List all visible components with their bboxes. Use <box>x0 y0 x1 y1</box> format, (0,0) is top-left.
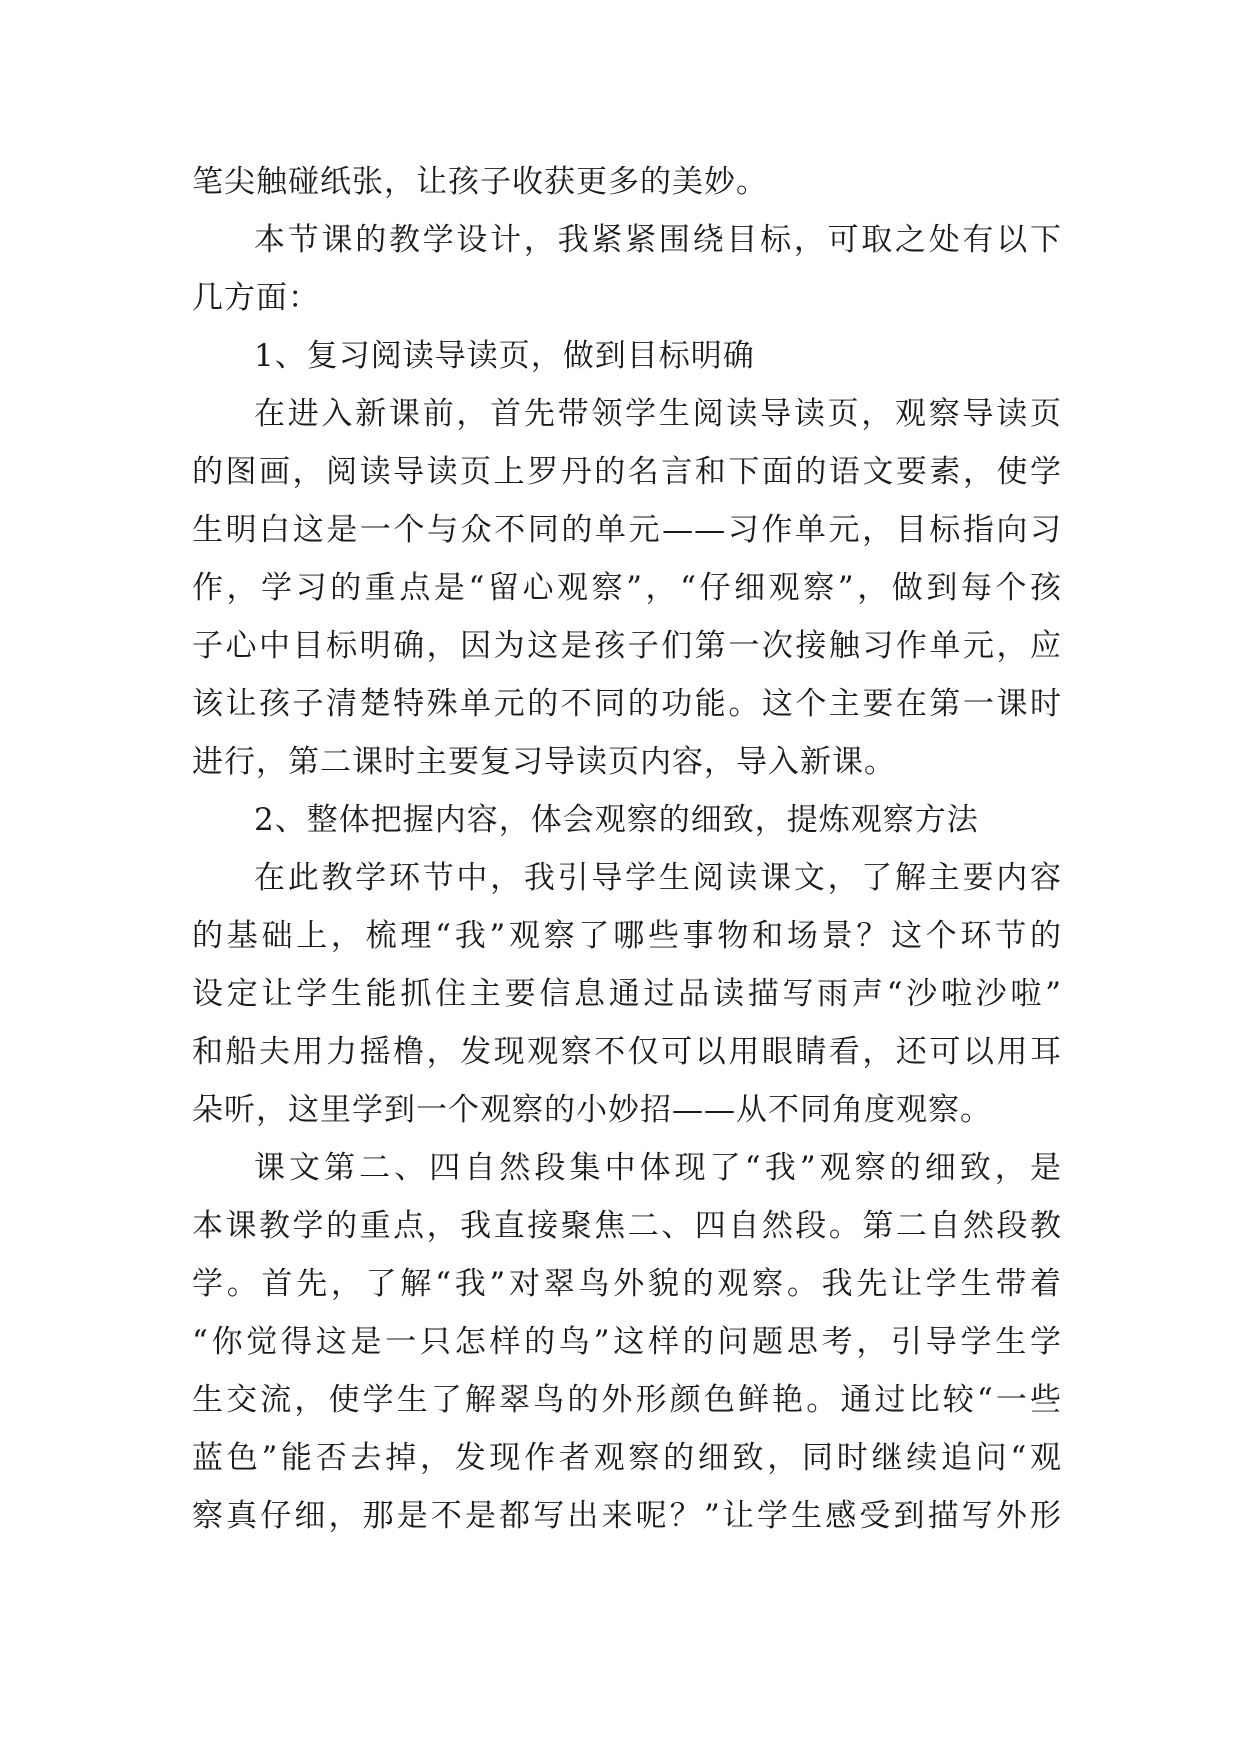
text-line: 设定让学生能抓住主要信息通过品读描写雨声“沙啦沙啦” <box>192 976 1062 1012</box>
text-line: 作，学习的重点是“留心观察”，“仔细观察”，做到每个孩 <box>192 570 1062 606</box>
text-line: 的基础上，梳理“我”观察了哪些事物和场景？这个环节的 <box>192 918 1062 954</box>
text-line: 1、复习阅读导读页，做到目标明确 <box>254 338 755 374</box>
text-line: 笔尖触碰纸张，让孩子收获更多的美妙。 <box>192 164 768 200</box>
text-line: 生交流，使学生了解翠鸟的外形颜色鲜艳。通过比较“一些 <box>192 1382 1062 1418</box>
text-line: 几方面： <box>192 280 320 316</box>
text-line: 和船夫用力摇橹，发现观察不仅可以用眼睛看，还可以用耳 <box>192 1034 1062 1070</box>
text-line: 学。首先，了解“我”对翠鸟外貌的观察。我先让学生带着 <box>192 1266 1062 1302</box>
text-line: 朵听，这里学到一个观察的小妙招——从不同角度观察。 <box>192 1092 992 1128</box>
text-line: “你觉得这是一只怎样的鸟”这样的问题思考，引导学生学 <box>192 1324 1062 1360</box>
text-line: 在进入新课前，首先带领学生阅读导读页，观察导读页 <box>254 396 1062 432</box>
text-line: 在此教学环节中，我引导学生阅读课文，了解主要内容 <box>254 860 1062 896</box>
text-line: 生明白这是一个与众不同的单元——习作单元，目标指向习 <box>192 512 1062 548</box>
text-line: 进行，第二课时主要复习导读页内容，导入新课。 <box>192 744 896 780</box>
text-line: 2、整体把握内容，体会观察的细致，提炼观察方法 <box>254 802 979 838</box>
text-line: 蓝色”能否去掉，发现作者观察的细致，同时继续追问“观 <box>192 1440 1062 1476</box>
text-line: 本节课的教学设计，我紧紧围绕目标，可取之处有以下 <box>254 222 1062 258</box>
text-line: 该让孩子清楚特殊单元的不同的功能。这个主要在第一课时 <box>192 686 1062 722</box>
text-line: 察真仔细，那是不是都写出来呢？”让学生感受到描写外形 <box>192 1498 1062 1534</box>
text-line: 的图画，阅读导读页上罗丹的名言和下面的语文要素，使学 <box>192 454 1062 490</box>
text-line: 子心中目标明确，因为这是孩子们第一次接触习作单元，应 <box>192 628 1062 664</box>
text-line: 课文第二、四自然段集中体现了“我”观察的细致，是 <box>254 1150 1062 1186</box>
text-line: 本课教学的重点，我直接聚焦二、四自然段。第二自然段教 <box>192 1208 1062 1244</box>
